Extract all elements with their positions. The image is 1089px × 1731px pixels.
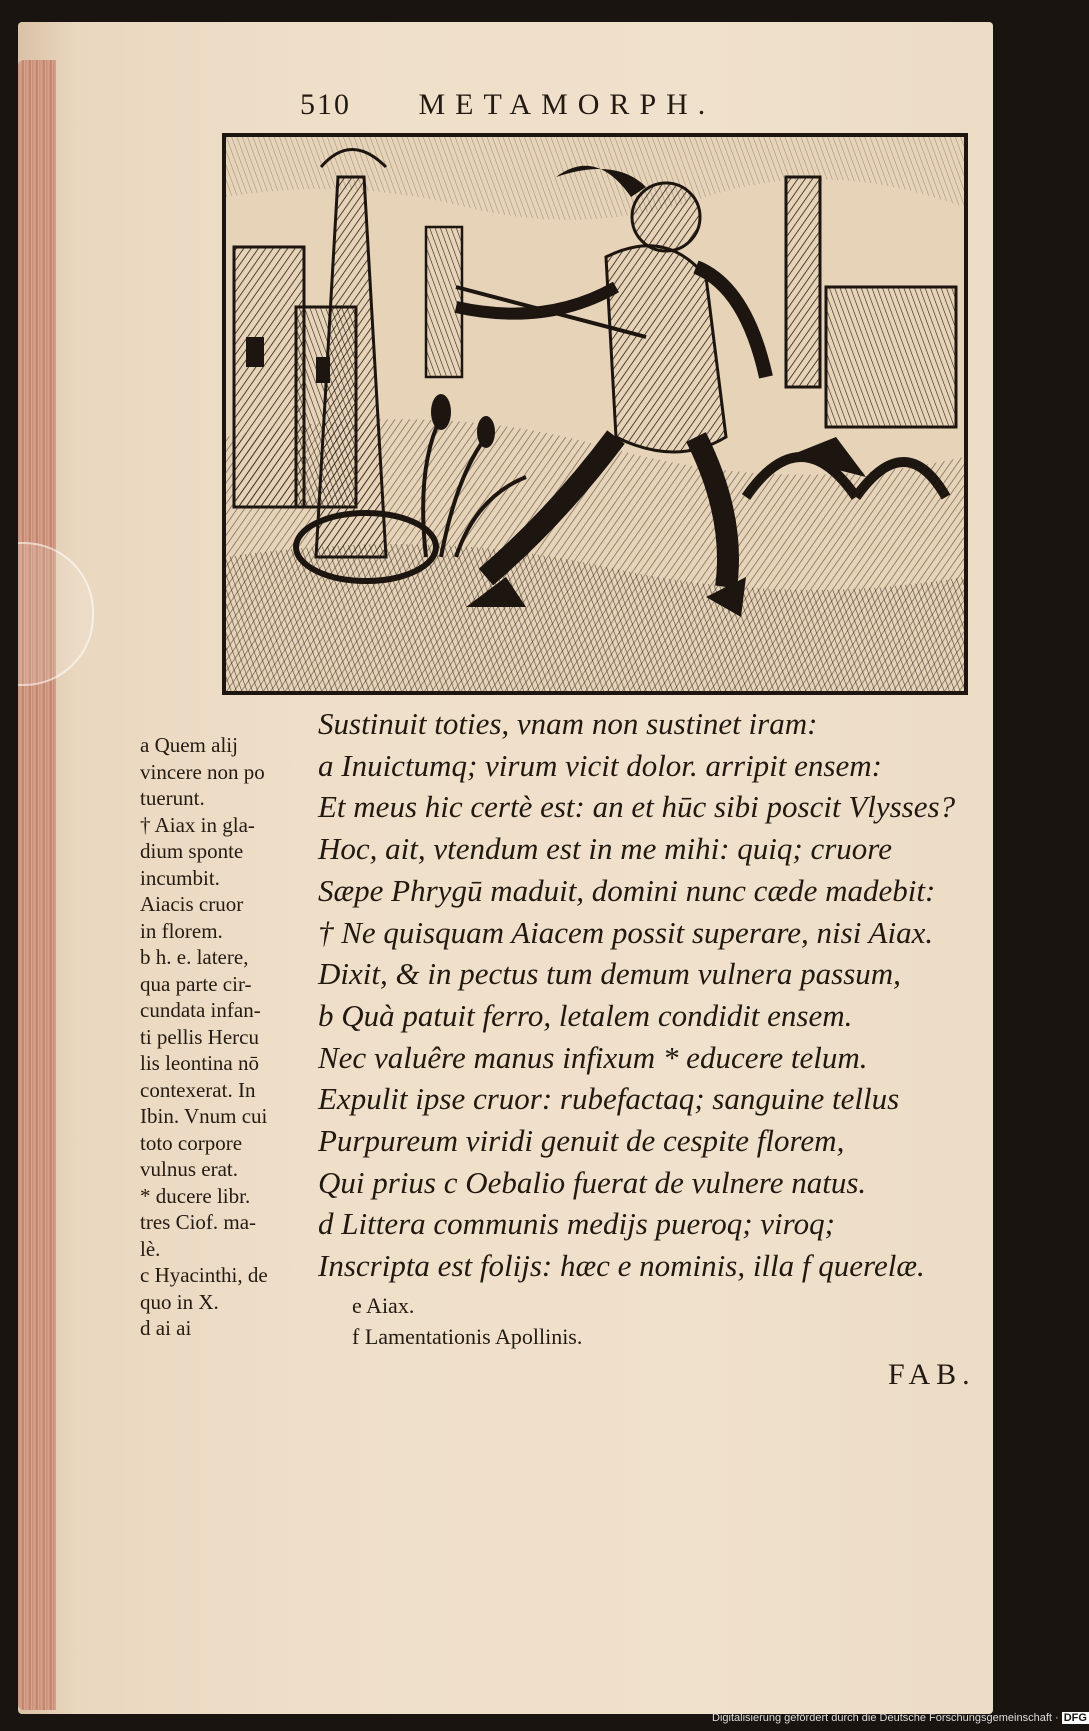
marginal-note-line: ti pellis Hercu <box>140 1024 259 1049</box>
marginal-note-line: a Quem alij <box>140 733 238 757</box>
page-edge-stack <box>18 60 56 1710</box>
verse-line: a Inuictumq; virum vicit dolor. arripit ensem: <box>318 747 882 783</box>
marginal-note-line: incumbit. <box>140 865 220 890</box>
verse-line: Expulit ipse cruor: rubefactaq; sanguine tellus <box>318 1081 900 1117</box>
footnotes <box>352 1290 582 1352</box>
footnote-f: f Lamentationis Apollinis. <box>352 1324 583 1349</box>
catchword: FAB. <box>888 1358 976 1391</box>
marginal-note-line: tuerunt. <box>140 786 205 810</box>
verse-line: b Quà patuit ferro, letalem condidit ensem. <box>318 997 853 1033</box>
verse-line: Purpureum viridi genuit de cespite florem, <box>318 1123 845 1159</box>
marginal-note-line: b h. e. latere, <box>140 945 249 969</box>
distant-tower <box>426 227 462 377</box>
marginal-note-line: * ducere libr. <box>140 1183 251 1208</box>
marginal-note-line: Aiacis cruor <box>140 892 244 916</box>
marginal-note-line: toto corpore <box>140 1130 243 1155</box>
marginal-note-line: vincere non po <box>140 759 265 784</box>
marginal-note-line: Ibin. Vnum cui <box>140 1104 268 1128</box>
running-title: METAMORPH. <box>418 88 716 121</box>
marginal-note-line: d ai ai <box>140 1316 192 1340</box>
marginal-note-line: qua parte cir- <box>140 971 252 996</box>
marginal-note-line: c Hyacinthi, de <box>140 1263 268 1287</box>
marginal-note-line: lis leontina nō <box>140 1051 259 1075</box>
marginal-note-line: dium sponte <box>140 839 244 863</box>
marginal-note-line: lè. <box>140 1236 161 1261</box>
marginal-note-line: quo in X. <box>140 1289 219 1314</box>
marginal-note-line: vulnus erat. <box>140 1157 238 1181</box>
digitization-notice <box>712 1712 1089 1724</box>
verse-line: d Littera communis medijs pueroq; viroq; <box>318 1206 835 1242</box>
marginal-note-line: contexerat. In <box>140 1077 256 1102</box>
marginal-note-line: † Aiax in gla- <box>140 812 255 837</box>
marginal-note-line: cundata infan- <box>140 998 261 1022</box>
verse-line: Nec valuêre manus infixum * educere telum. <box>318 1039 868 1075</box>
footnote-e: e Aiax. <box>352 1293 415 1318</box>
dfg-logo: DFG <box>1063 1712 1087 1724</box>
marginal-note-line: tres Ciof. ma- <box>140 1210 257 1234</box>
running-header <box>300 88 715 122</box>
verse-block <box>318 703 978 1287</box>
verse-line: Dixit, & in pectus tum demum vulnera passum, <box>318 956 901 992</box>
verse-line: Sustinuit toties, vnam non sustinet iram: <box>318 706 818 741</box>
verse-line: † Ne quisquam Aiacem possit superare, nisi Aiax. <box>318 914 934 950</box>
marginal-note-line: in florem. <box>140 918 223 943</box>
page-clip-tab <box>18 542 94 686</box>
verse-line: Qui prius c Oebalio fuerat de vulnere natus. <box>318 1164 867 1200</box>
verse-line: Inscripta est folijs: hæc e nominis, illa f querelæ. <box>318 1248 925 1284</box>
verse-line: Et meus hic certè est: an et hūc sibi poscit Vlysses? <box>318 789 956 825</box>
digitization-text: Digitalisierung gefördert durch die Deutsche Forschungsgemeinschaft · <box>712 1712 1059 1724</box>
verse-line: Hoc, ait, vtendum est in me mihi: quiq; cruore <box>318 831 892 867</box>
verse-line: Sæpe Phrygū maduit, domini nunc cæde madebit: <box>318 872 936 908</box>
woodcut-illustration <box>222 133 968 695</box>
marginal-notes <box>140 732 325 1342</box>
page-number: 510 <box>300 88 351 121</box>
